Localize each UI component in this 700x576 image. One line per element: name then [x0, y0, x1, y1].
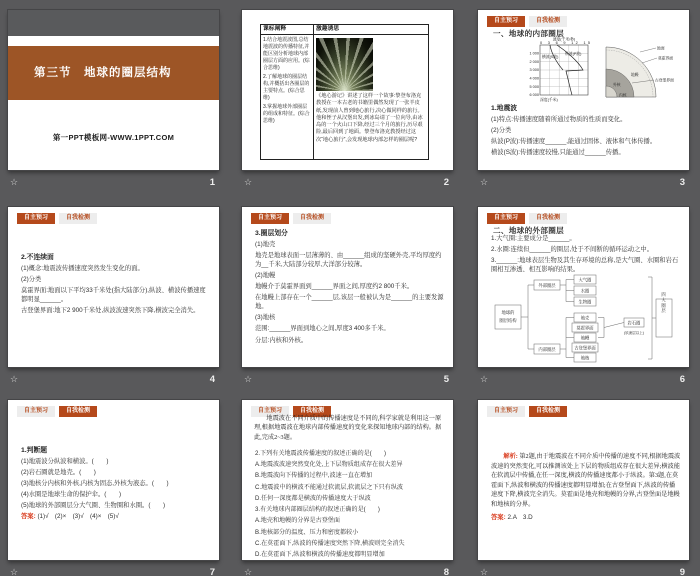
label-inner-core: 内核 [619, 93, 627, 98]
slide-number: 7 [209, 566, 215, 576]
goal-item: 2.了解地球的圈层结构,并概括出各圈层的主要特点。(综合思维) [263, 74, 310, 101]
column-header-right: 激趣诱思 [314, 25, 428, 35]
tab-self-study: 自主预习 [487, 16, 525, 27]
sorter-strip [478, 174, 689, 190]
section-tabs [251, 213, 331, 224]
notes-block: 2.不连续面 (1)概念:地震波传播速度突然发生变化的面。 (2)分类 莫霍界面:地面以下平均33千米处(指大陆部分),纵波、横波传播速度都明显______。 古登堡界面:地下2 900千米处,纵波波速突然下降,横波完全消失。 [21, 254, 206, 315]
notes-block: 3.圈层划分 (1)地壳 地壳是地球表面一层薄薄的、由______组成的坚硬外壳,平均厚度约为__千米,大陆部分较厚,大洋部分较薄。 (2)地幔 地幔介于莫霍界面到______界面之间,厚度约2 800千米。 在地幔上部存在一个______层,该层一般被认为是______的主要发源地。 (3)地核 范围:______界面到地心之间,厚度3 400多千米。 分层:内核和外核。 [255, 230, 444, 344]
sorter-strip [242, 371, 453, 387]
slide-cell-9 [478, 400, 689, 576]
sorter-strip [242, 174, 453, 190]
slide-number: 5 [443, 373, 449, 385]
watermark-text: 第一PPT模板网-WWW.1PPT.COM [52, 133, 175, 142]
transition-star-icon[interactable]: ☆ [10, 374, 19, 384]
answer-label: 答案: [21, 513, 36, 521]
label-mantle: 地幔 [631, 73, 639, 77]
label-outer-core: 外核 [613, 83, 621, 87]
svg-text:四大圈层: 四大圈层 [661, 292, 667, 314]
story-cell [314, 35, 428, 159]
answer-values: 2.A 3.D [507, 513, 533, 521]
slide-number: 9 [679, 566, 685, 576]
seismic-wave-earth-diagram [524, 36, 682, 103]
svg-text:地幔: 地幔 [580, 335, 590, 341]
transition-star-icon[interactable]: ☆ [480, 374, 489, 384]
speed-axis-ticks: 0 3 6 9 12 15 [540, 41, 590, 45]
depth-axis-title: 深度(千米) [540, 97, 558, 102]
story-column [314, 25, 428, 159]
slide-3-thumbnail[interactable] [478, 10, 689, 170]
svg-text:(软流层以上): (软流层以上) [624, 331, 644, 335]
svg-text:内部圈层: 内部圈层 [538, 347, 556, 352]
s-wave-label: 横波(S波) [542, 55, 559, 59]
page-title: 第三节 地球的圈层结构 [34, 67, 172, 79]
tab-self-study: 自主预习 [251, 213, 289, 224]
svg-text:大气圈: 大气圈 [578, 277, 592, 283]
transition-star-icon[interactable]: ☆ [244, 177, 253, 187]
svg-text:莫霍界面: 莫霍界面 [576, 325, 594, 331]
transition-star-icon[interactable]: ☆ [244, 374, 253, 384]
tab-self-check: 自我检测 [529, 406, 567, 417]
label-surface: 地面 [657, 46, 665, 51]
analysis-block [491, 452, 681, 525]
slide-number: 2 [443, 176, 449, 188]
tab-self-check: 自我检测 [529, 16, 567, 27]
question-list: 2.下列有关地震波传播速度的叙述正确的是( ) A.地震波波速突然变化处,上下层物质组成存在很大差异 B.地震波向下传播的过程中,波速一直在增加 C.地震波中的横波不能通过软流层,软流层之下只有纵波 D.任何一深度都是横波的传播速度大于纵波 3.有关地球内部圈层结构的叙述正确的是( ) A.地壳和地幔的分界是古登堡面 B.地核部分的温度、压力和密度都较小 C.在莫霍面下,纵波的传播速度突然下降,横波则完全消失 D.在莫霍面下,纵波和横波的传播速度都明显增加 [255, 450, 405, 559]
slide-9-thumbnail[interactable] [478, 400, 689, 560]
svg-text:地球的: 地球的 [501, 310, 515, 315]
svg-text:2 000: 2 000 [529, 59, 539, 64]
sorter-strip [8, 564, 219, 576]
tab-self-study: 自主预习 [487, 213, 525, 224]
transition-star-icon[interactable]: ☆ [10, 567, 19, 576]
answer-line [21, 513, 211, 522]
goals-text [261, 35, 313, 159]
goals-table [260, 24, 429, 160]
sorter-strip [8, 371, 219, 387]
svg-text:5 000: 5 000 [529, 84, 539, 89]
story-text: 《地心游记》讲述了这样一个故事:黎登布洛克教授在一本古老的书籍里偶然发现了一张羊皮纸,发现前人曾到地心旅行,决心做同样的旅行。他和侄子从汉堡出发,到冰岛请了一位向导,由冰岛的一个火山口下降,经过三个月的旅行,历尽艰险,最后回到了地面。黎登布洛克教授经过这次“地心旅行”,会发现地球内部怎样的圈层呢? [316, 93, 423, 143]
slide-cell-7 [8, 400, 219, 576]
slide-number: 4 [209, 373, 215, 385]
tab-self-check: 自我检测 [529, 213, 567, 224]
answer-label: 答案: [491, 513, 506, 521]
slide-1-thumbnail[interactable] [8, 10, 219, 170]
slide-6-thumbnail[interactable] [478, 207, 689, 367]
label-gutenberg: 古登堡界面 [655, 78, 674, 83]
speed-axis-title: 速度(千米/秒) [552, 37, 576, 42]
svg-text:圈层结构: 圈层结构 [499, 318, 517, 323]
section-tabs [487, 16, 567, 27]
slide-cell-1 [8, 10, 219, 202]
transition-star-icon[interactable]: ☆ [480, 177, 489, 187]
section-tabs [487, 213, 567, 224]
slide-2-thumbnail[interactable] [242, 10, 453, 170]
section-tabs [17, 213, 97, 224]
tab-self-study: 自主预习 [251, 406, 289, 417]
label-moho: 莫霍界面 [658, 56, 674, 61]
svg-text:1 000: 1 000 [529, 51, 539, 56]
tab-self-study: 自主预习 [17, 213, 55, 224]
goals-column [261, 25, 314, 159]
judgment-list: 1.判断题 (1)地震波分纵波和横波。( ) (2)岩石圈就是地壳。( ) (3)地核分内核和外核,内核为固态,外核为液态。( ) (4)水圈是地球生命的保护伞。( ) (5)地球的外部圈层分大气圈、生物圈和水圈。( ) 答案: (1)√ (2)× (3)√ (4)× (5)√ [21, 446, 211, 525]
transition-star-icon[interactable]: ☆ [244, 567, 253, 576]
svg-text:4 000: 4 000 [529, 76, 539, 81]
slide-cell-3 [478, 10, 689, 202]
svg-text:地核: 地核 [580, 355, 590, 361]
sorter-strip [478, 564, 689, 576]
analysis-text: 第2题,由于地震波在不同介质中传播的速度不同,根据地震波波速的突然变化,可以推测该处上下层的物质组成存在很大差异;横波能在软流层中传播,在任一深度,横波的传播速度都小于纵波。第3题,在莫霍面下,纵波和横波的传播速度都明显增加;在古登堡面下,纵波的传播速度下降,横波完全消失。莫霍面是地壳和地幔的分界,古登堡面是地幔和地核的分界。 [491, 453, 681, 509]
sorter-strip [8, 174, 219, 190]
svg-text:外部圈层: 外部圈层 [538, 283, 556, 288]
slide-number: 8 [443, 566, 449, 576]
slide-cell-8 [242, 400, 453, 576]
tab-self-check: 自我检测 [59, 406, 97, 417]
structure-concept-map [494, 273, 676, 365]
svg-text:6 000: 6 000 [529, 93, 539, 97]
section-tabs [487, 406, 567, 417]
tab-self-check: 自我检测 [59, 213, 97, 224]
p-wave-label: 纵波(P波) [565, 52, 582, 56]
analysis-paragraph [491, 452, 681, 510]
svg-text:生物圈: 生物圈 [578, 299, 592, 305]
analysis-label: 解析: [503, 453, 518, 460]
svg-text:水圈: 水圈 [580, 288, 590, 294]
slide-number: 3 [679, 176, 685, 188]
notes-block: 1.大气圈:主要成分是______。 2.水圈:连续但______的圈层,处于不间断的循环运动之中。 3.______:地球表层生物及其生存环境的总称,是大气圈、水圈和岩石圈相互渗透、相互影响的结果。 [491, 235, 679, 274]
slide-number: 6 [679, 373, 685, 385]
slide-cell-5 [242, 207, 453, 399]
earth-quarter-section [606, 46, 674, 98]
slide-cell-2 [242, 10, 453, 202]
slide-8-thumbnail[interactable] [242, 400, 453, 560]
transition-star-icon[interactable]: ☆ [10, 177, 19, 187]
tab-self-study: 自主预习 [17, 406, 55, 417]
title-slide-gray-band [8, 10, 219, 36]
column-header-left: 课标阐释 [261, 25, 313, 35]
section-heading: 二、地球的外部圈层 [493, 226, 565, 235]
question-intro: 地震波在不同介质中的传播速度是不同的,科学家就是利用这一原理,根据地震波在地球内部传播速度的变化来探知地球内部的结构。据此,完成2~3题。 [254, 415, 442, 441]
transition-star-icon[interactable]: ☆ [480, 567, 489, 576]
sorter-strip [242, 564, 453, 576]
svg-text:古登堡界面: 古登堡界面 [574, 345, 596, 351]
tab-self-check: 自我检测 [293, 213, 331, 224]
slide-4-thumbnail[interactable] [8, 207, 219, 367]
section-heading: 一、地球的内部圈层 [493, 29, 565, 38]
goal-item: 1.结合地震波图,总结地震波的传播特征,并能区别分析地球内部圈层方面的应用。(综合思维) [263, 37, 310, 71]
slide-cell-6 [478, 207, 689, 399]
goal-item: 3.掌握地球外部圈层的组成和特征。(综合思维) [263, 104, 310, 124]
tab-self-check: 自我检测 [293, 406, 331, 417]
tab-self-study: 自主预习 [487, 406, 525, 417]
slide-cell-4 [8, 207, 219, 399]
sorter-strip [478, 371, 689, 387]
title-band [8, 46, 219, 100]
slide-7-thumbnail[interactable] [8, 400, 219, 560]
slide-5-thumbnail[interactable] [242, 207, 453, 367]
answer-line [491, 514, 681, 523]
svg-text:3 000: 3 000 [529, 68, 539, 73]
svg-text:地壳: 地壳 [580, 315, 590, 321]
svg-text:岩石圈: 岩石圈 [627, 320, 641, 326]
answer-values: (1)√ (2)× (3)√ (4)× (5)√ [37, 513, 119, 521]
slide-number: 1 [209, 176, 215, 188]
notes-block: 1.地震波 (1)特点:传播速度随着所通过物质的性质而变化。 (2)分类 纵波(P波):传播速度______,能通过固体、液体和气体传播。 横波(S波):传播速度较慢,只能通过______传播。 [491, 105, 657, 157]
cave-photo [316, 38, 373, 91]
section-tabs [17, 406, 97, 417]
